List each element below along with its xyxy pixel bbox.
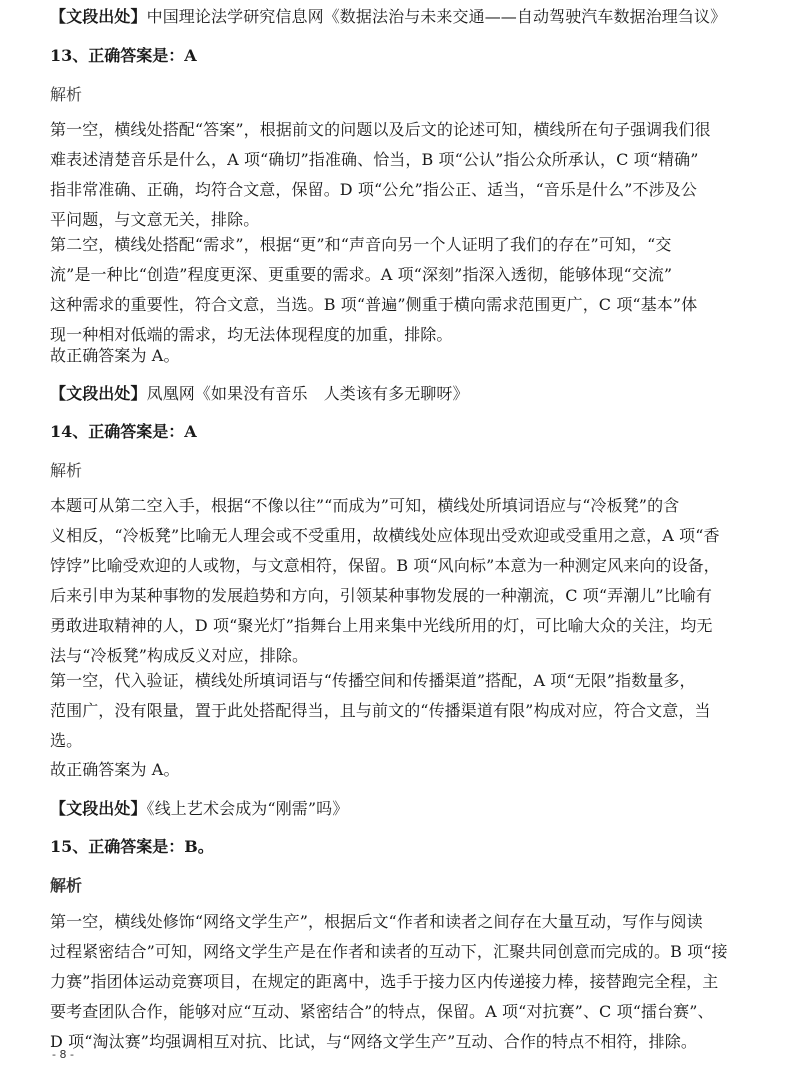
- source-tag: 【文段出处】: [50, 799, 147, 818]
- paragraph-line: 指非常准确、正确，均符合文意，保留。D 项“公允”指公正、适当，“音乐是什么”不涉及公: [50, 180, 697, 199]
- paragraph-line: 现一种相对低端的需求，均无法体现程度的加重，排除。: [50, 325, 453, 344]
- answer-heading-q13: 13、正确答案是：A: [50, 46, 197, 65]
- paragraph-line: 第二空，横线处搭配“需求”，根据“更”和“声音向另一个人证明了我们的存在”可知，“交: [50, 235, 672, 254]
- paragraph-line: 法与“冷板凳”构成反义对应，排除。: [50, 646, 309, 665]
- paragraph-line: 第一空，代入验证，横线处所填词语与“传播空间和传播渠道”搭配，A 项“无限”指数量多，: [50, 671, 696, 690]
- source-tag: 【文段出处】: [50, 7, 147, 26]
- source-text: 中国理论法学研究信息网《数据法治与未来交通——自动驾驶汽车数据治理刍议》: [146, 7, 727, 26]
- paragraph-line: 本题可从第二空入手，根据“不像以往”“而成为”可知，横线处所填词语应与“冷板凳”的含: [50, 496, 680, 515]
- answer-heading-q14: 14、正确答案是：A: [50, 422, 197, 441]
- paragraph-line: 力赛”指团体运动竞赛项目，在规定的距离中，选手于接力区内传递接力棒，接替跑完全程，主: [50, 972, 719, 991]
- analysis-paragraph: [50, 666, 762, 756]
- analysis-paragraph: [50, 491, 762, 671]
- paragraph-line: 平问题，与文意无关，排除。: [50, 210, 260, 229]
- analysis-label-q15: 解析: [50, 876, 83, 895]
- paragraph-line: 后来引申为某种事物的发展趋势和方向，引领某种事物发展的一种潮流，C 项“弄潮儿”比喻有: [50, 586, 712, 605]
- analysis-paragraph: [50, 230, 762, 350]
- paragraph-line: 这种需求的重要性，符合文意，当选。B 项“普遍”侧重于横向需求范围更广，C 项“基本”体: [50, 295, 698, 314]
- source-tag: 【文段出处】: [50, 384, 147, 403]
- paragraph-line: 难表述清楚音乐是什么，A 项“确切”指准确、恰当，B 项“公认”指公众所承认，C 项“精确”: [50, 150, 699, 169]
- analysis-paragraph: [50, 907, 762, 1057]
- analysis-label-q14: 解析: [50, 461, 83, 480]
- analysis-label-q13: 解析: [50, 85, 83, 104]
- paragraph-line: 饽饽”比喻受欢迎的人或物，与文意相符，保留。B 项“风向标”本意为一种测定风来向的设备，: [50, 556, 720, 575]
- paragraph-line: 范围广，没有限量，置于此处搭配得当，且与前文的“传播渠道有限”构成对应，符合文意，当: [50, 701, 711, 720]
- paragraph-line: 第一空，横线处搭配“答案”，根据前文的问题以及后文的论述可知，横线所在句子强调我们很: [50, 120, 711, 139]
- conclusion-line: 故正确答案为 A。: [50, 760, 180, 779]
- paragraph-line: 第一空，横线处修饰“网络文学生产”，根据后文“作者和读者之间存在大量互动，写作与阅读: [50, 912, 703, 931]
- paragraph-line: 义相反，“冷板凳”比喻无人理会或不受重用，故横线处应体现出受欢迎或受重用之意，A 项“香: [50, 526, 720, 545]
- analysis-paragraph: [50, 115, 762, 235]
- source-line-q14: [50, 794, 762, 824]
- paragraph-line: 过程紧密结合”可知，网络文学生产是在作者和读者的互动下，汇聚共同创意而完成的。B 项“接: [50, 942, 728, 961]
- source-text: 凤凰网《如果没有音乐 人类该有多无聊呀》: [146, 384, 469, 403]
- paragraph-line: D 项“淘汰赛”均强调相互对抗、比试，与“网络文学生产”互动、合作的特点不相符，排除。: [50, 1032, 697, 1051]
- source-text: 《线上艺术会成为“刚需”吗》: [146, 799, 349, 818]
- paragraph-line: 要考查团队合作，能够对应“互动、紧密结合”的特点，保留。A 项“对抗赛”、C 项“擂台赛”、: [50, 1002, 714, 1021]
- source-line-q13: [50, 379, 762, 409]
- answer-heading-q15: 15、正确答案是：B。: [50, 837, 214, 856]
- source-line-q12: [50, 2, 762, 32]
- paragraph-line: 选。: [50, 731, 83, 750]
- paragraph-line: 勇敢进取精神的人，D 项“聚光灯”指舞台上用来集中光线所用的灯，可比喻大众的关注，均无: [50, 616, 713, 635]
- conclusion-line: 故正确答案为 A。: [50, 346, 180, 365]
- paragraph-line: 流”是一种比“创造”程度更深、更重要的需求。A 项“深刻”指深入透彻，能够体现“交流”: [50, 265, 673, 284]
- page-number: - 8 -: [52, 1048, 74, 1061]
